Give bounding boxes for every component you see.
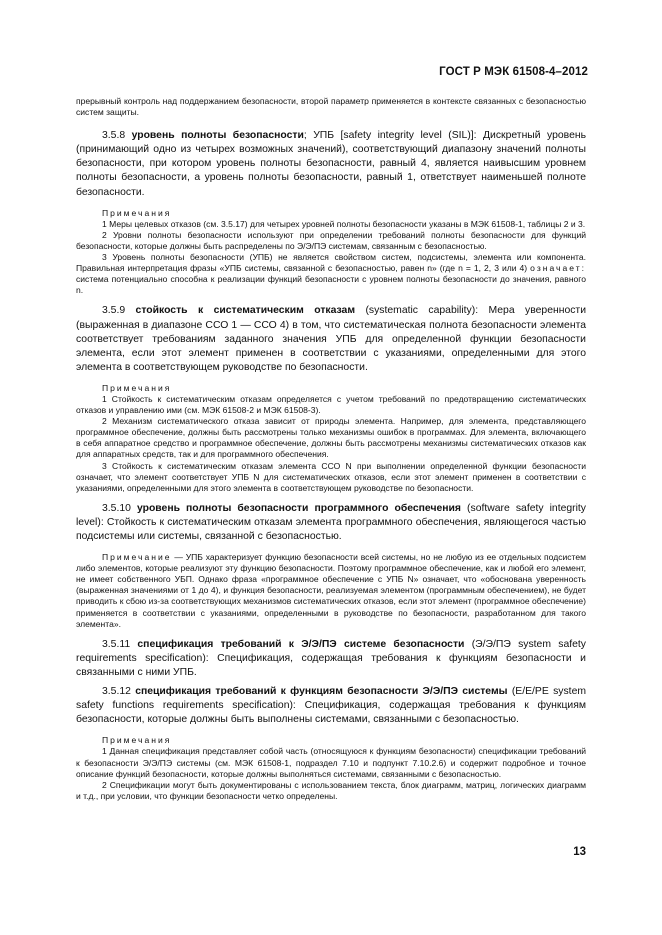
note-3-5-8-3: 3 Уровень полноты безопасности (УПБ) не является свойством систем, подсистемы, элемента или компонента. Правильная интерпретация фразы «УПБ системы, связанной с безопасностью, равен n» (где n = 1, 2, 3 или 4) означает: система потенциально способна к реализации функций безопасности с уровнем полноты безопасности до значения, равного n. <box>76 252 586 296</box>
definition-3-5-8 <box>76 129 586 199</box>
page-body <box>76 96 586 802</box>
definition-text: (systematic capability): Мера уверенности (выраженная в диапазоне ССО 1 — ССО 4) в том, что систематическая полнота безопасности элемента соответствует требованиям заданного значения УПБ для определенной функции безопасности элемента, если этот элемент применен в соответствии с указаниями, определенными для этого элемента в соответствующем руководстве по безопасности. <box>76 305 586 373</box>
notes-heading: Примечания <box>102 735 172 746</box>
note-3-5-8-2: 2 Уровни полноты безопасности используют при определении требований полноты безопасности для функций безопасности, которые должны быть распределены по Э/Э/ПЭ системам, связанным с безопасностью. <box>76 229 586 251</box>
definition-3-5-9 <box>76 304 586 374</box>
term: стойкость к систематическим отказам <box>135 305 356 317</box>
note-3-5-9-3: 3 Стойкость к систематическим отказам элемента ССО N при выполнении определенной функции безопасности означает, что элемент соответствует УПБ N для систематических отказов, если этот элемент применен в соответствии с указаниями, определенными для этого элемента в соответствующем руководстве по безопасности. <box>76 460 586 493</box>
term: уровень полноты безопасности программного обеспечения <box>136 502 461 514</box>
clause-number: 3.5.12 <box>102 686 136 698</box>
definition-3-5-10 <box>76 502 586 544</box>
clause-number: 3.5.9 <box>102 305 136 317</box>
clause-number: 3.5.11 <box>102 638 138 650</box>
term: спецификация требований к функциям безопасности Э/Э/ПЭ системы <box>135 686 508 698</box>
definition-3-5-11 <box>76 638 586 680</box>
clause-number: 3.5.8 <box>102 130 132 142</box>
definition-text: (software safety integrity level): Стойкость к систематическим отказам элемента программного обеспечения, являющегося частью подсистемы или системы, связанной с безопасностью. <box>76 502 586 542</box>
notes-heading: Примечания <box>102 207 172 218</box>
page-number: 13 <box>573 846 586 858</box>
definition-text: (Э/Э/ПЭ system safety requirements specification): Спецификация, содержащая требования к функциям безопасности и связанными с ними УПБ. <box>76 638 586 678</box>
note-3-5-12-2: 2 Спецификации могут быть документированы с использованием текста, блок диаграмм, матриц, логических диаграмм и т.д., при условии, что функции безопасности четко определены. <box>76 779 586 801</box>
note-3-5-12-1: 1 Данная спецификация представляет собой часть (относящуюся к функциям безопасности) спецификации требований к безопасности Э/Э/ПЭ системы (см. МЭК 61508-1, подраздел 7.10 и подпункт 7.10.2.6) и содержит подробное и точное описание функций безопасности, которые должны выполняться системами, связанными с безопасностью. <box>76 746 586 779</box>
note-3-5-9-1: 1 Стойкость к систематическим отказам определяется с учетом требований по предотвращению систематических отказов и управлению ими (см. МЭК 61508-2 и МЭК 61508-3). <box>76 393 586 416</box>
definition-text: ; УПБ [safety integrity level (SIL)]: Дискретный уровень (принимающий одно из четырех возможных значений), соответствующий диапазону значений полноты безопасности, при котором уровень полноты безопасности, равный 4, является наивысшим уровнем полноты безопасности, а уровень полноты безопасности, равный 1, ответствует наименьшей полноте безопасности. <box>76 130 587 198</box>
clause-number: 3.5.10 <box>102 502 137 514</box>
note-3-5-8-1: 1 Меры целевых отказов (см. 3.5.17) для четырех уровней полноты безопасности указаны в МЭК 61508-1, таблицы 2 и 3. <box>102 218 586 229</box>
note-3-5-9-2: 2 Механизм систематического отказа зависит от природы элемента. Например, для элемента, представляющего программное обеспечение, должны быть рассмотрены только механизмы ошибок в программах. Для элемента, включающего в себя аппаратное средство и программное обеспечение, должны быть рассмотрены механизмы систематических отказов как для аппаратных средств, так и для программного обеспечения. <box>76 416 586 460</box>
definition-text: (E/E/PE system safety functions requirements specification): Спецификация, содержащая требования к функциям безопасности, которые должны быть выполнены системами, связанными с безопасностью. <box>76 686 586 726</box>
note-3-5-10: Примечание — УПБ характеризует функцию безопасности всей системы, но не любую из ее отдельных подсистем либо элементов, которые реализуют эту функцию безопасности. Поэтому программное обеспечение, как и любой его элемент, не имеет собственного УБП. Однако фраза «программное обеспечение с УПБ N» означает, что «обоснована уверенность (выраженная значениями от 1 до 4), и функция безопасности, реализуемая элементом (программным обеспечением), не будет приводить к сбою из-за соответствующих механизмов систематических отказов, если этот элемент (программное обеспечение) применяется в соответствии с указаниями, определенными в руководстве по безопасности, разработанном для такого элемента». <box>76 552 586 629</box>
definition-3-5-12 <box>76 685 586 727</box>
document-header: ГОСТ Р МЭК 61508-4–2012 <box>439 66 588 78</box>
intro-continuation: прерывный контроль над поддержанием безопасности, второй параметр применяется в контексте связанных с безопасностью систем защиты. <box>76 96 586 118</box>
term: спецификация требований к Э/Э/ПЭ системе безопасности <box>137 638 465 650</box>
notes-heading: Примечания <box>102 382 172 393</box>
term: уровень полноты безопасности <box>131 130 304 142</box>
